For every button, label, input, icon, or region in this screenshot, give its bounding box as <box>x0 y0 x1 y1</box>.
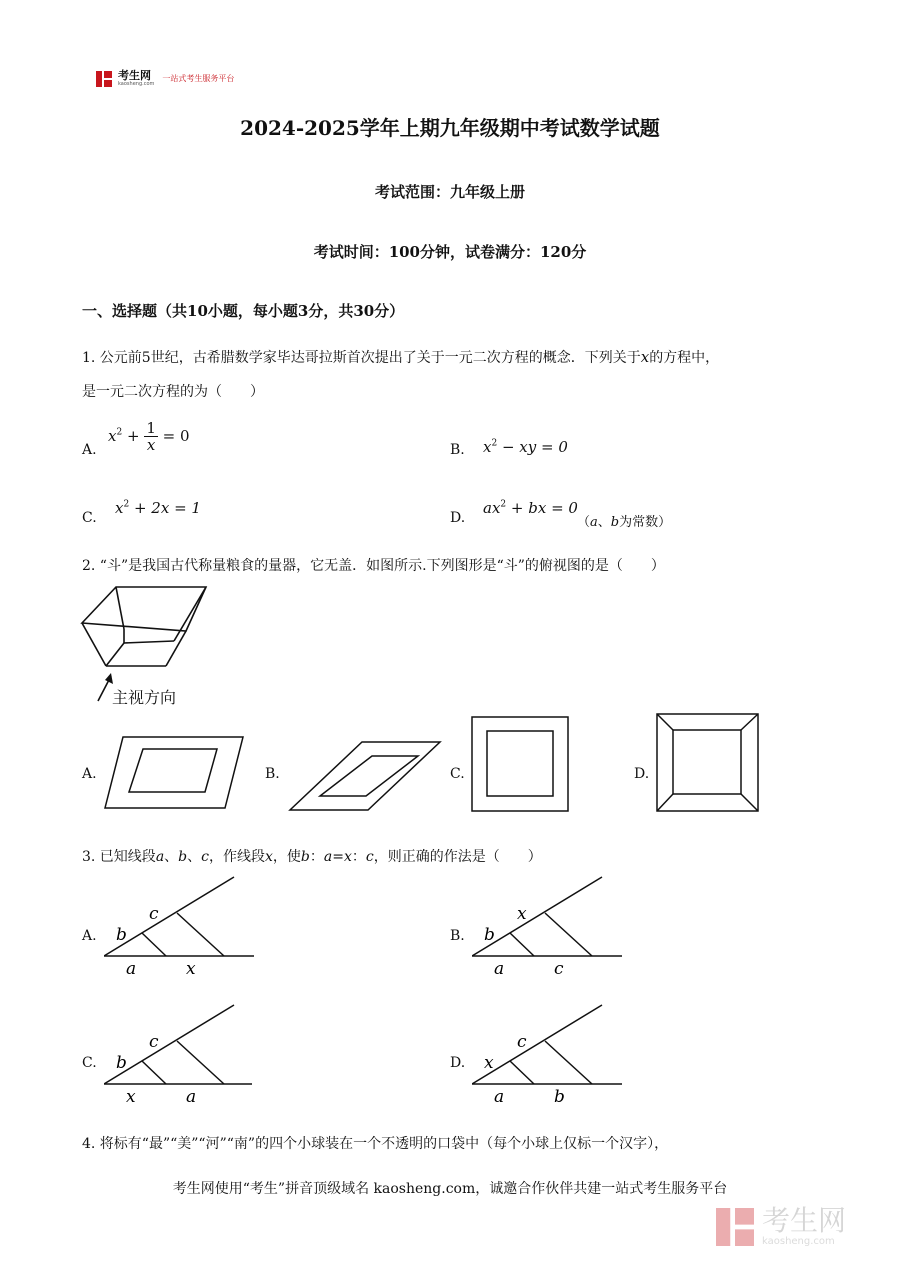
q1-d-note-close: 为常数） <box>619 515 672 530</box>
q1-option-b-label: B. <box>450 442 465 458</box>
logo-slogan: 一站式考生服务平台 <box>162 74 235 83</box>
q1-option-d-label: D. <box>450 510 466 526</box>
q1-d-a: ax <box>483 499 501 517</box>
q3-c-top2: c <box>149 1032 159 1052</box>
q3-part: 、 <box>187 849 202 865</box>
q1-d-sup: 2 <box>500 499 507 510</box>
q3-b-top2: x <box>517 904 527 924</box>
question-3-stem <box>82 846 542 868</box>
q3-a-top2: c <box>149 904 159 924</box>
q1-b-sup: 2 <box>491 438 498 449</box>
q3-var-b: b <box>300 849 310 865</box>
q2-option-d-figure <box>656 713 759 812</box>
q3-var-c: c <box>201 849 209 865</box>
q1-option-d-expr <box>483 498 578 517</box>
q1-option-a-expr <box>108 420 190 453</box>
q1-text: 1. 公元前5世纪，古希腊数学家毕达哥拉斯首次提出了关于一元二次方程的概念．下列关于 <box>82 350 641 366</box>
q3-part: ： <box>351 849 366 865</box>
q3-part: 、 <box>164 849 179 865</box>
q3-part: ，作线段 <box>208 849 265 865</box>
q3-part: 3. 已知线段 <box>82 849 156 865</box>
q3-var-x: x <box>264 849 273 865</box>
q3-var-c: c <box>365 849 374 865</box>
q3-part: ，则正确的作法是（ ） <box>373 849 542 865</box>
q3-var-b: b <box>178 849 188 865</box>
q1-option-c-expr <box>115 498 201 517</box>
q1-text-end: 的方程中， <box>649 350 720 366</box>
q3-c-bot2: a <box>186 1087 197 1107</box>
watermark-name: 考生网 <box>762 1204 847 1237</box>
q3-var-a: a <box>323 849 333 865</box>
q1-d-note-b: b <box>610 515 620 530</box>
q2-option-c-figure <box>471 716 569 812</box>
q1-option-c-label: C. <box>82 510 97 526</box>
q3-option-d-label: D. <box>450 1055 466 1071</box>
watermark-logo-icon <box>716 1207 754 1247</box>
q1-c-a: x <box>115 499 124 517</box>
q3-option-c-figure <box>104 1002 256 1108</box>
q3-option-b-figure <box>472 874 624 980</box>
q1-b-a: x <box>483 438 492 456</box>
q1-c-b: + 2x = 1 <box>129 499 201 517</box>
q1-option-d-note <box>577 511 671 530</box>
q1-option-b-expr <box>483 437 568 456</box>
q3-b-bot2: c <box>554 959 564 979</box>
watermark <box>716 1206 846 1247</box>
q3-d-bot2: b <box>554 1087 565 1107</box>
q3-a-bot2: x <box>186 959 196 979</box>
q3-d-top1: x <box>484 1053 494 1073</box>
q1-option-a-label: A. <box>82 442 97 458</box>
q3-d-bot1: a <box>494 1087 505 1107</box>
q3-part: ，使 <box>272 849 301 865</box>
question-1-stem <box>82 346 822 369</box>
q3-option-d-figure <box>472 1002 624 1108</box>
q1-a-fraction <box>144 420 158 453</box>
q1-d-note-open: （ <box>577 515 591 530</box>
q1-a-plus: + <box>122 427 145 445</box>
q3-d-top2: c <box>517 1032 527 1052</box>
q2-option-d-label: D. <box>634 766 650 782</box>
exam-time-info: 考试时间：100分钟，试卷满分：120分 <box>313 243 587 261</box>
q1-a-num: 1 <box>146 419 156 437</box>
page-footer: 考生网使用“考生”拼音顶级域名 kaosheng.com，诚邀合作伙伴共建一站式考生服务平台 <box>172 1181 728 1197</box>
q3-part: ： <box>309 849 324 865</box>
q1-a-sup: 2 <box>116 427 123 438</box>
exam-scope: 考试范围：九年级上册 <box>374 183 525 201</box>
q1-b-b: − xy = 0 <box>497 438 568 456</box>
q1-a-lhs: x <box>108 427 117 445</box>
q1-text-line2: 是一元二次方程的为（ ） <box>82 384 264 400</box>
q3-var-x: x <box>343 849 352 865</box>
logo-name: 考生网 <box>118 69 151 82</box>
q3-option-a-label: A. <box>82 928 97 944</box>
q1-c-sup: 2 <box>123 499 130 510</box>
q3-b-bot1: a <box>494 959 505 979</box>
q3-c-bot1: x <box>126 1087 136 1107</box>
q1-d-note-sep: 、 <box>597 515 611 530</box>
q1-a-eq: = 0 <box>157 427 190 445</box>
q3-a-top1: b <box>116 925 127 945</box>
q1-var: x <box>640 348 650 366</box>
q3-option-a-figure <box>104 874 256 980</box>
q3-a-bot1: a <box>126 959 137 979</box>
question-4-stem: 4. 将标有“最”“美”“河”“南”的四个小球装在一个不透明的口袋中（每个小球上仅标一个汉字）， <box>82 1136 669 1152</box>
q3-part: = <box>332 849 344 865</box>
view-direction-label: 主视方向 <box>112 688 177 707</box>
q2-option-a-figure <box>103 734 245 812</box>
exam-title: 2024-2025学年上期九年级期中考试数学试题 <box>240 116 660 140</box>
q1-d-note-a: a <box>590 515 598 530</box>
section-heading: 一、选择题（共10小题，每小题3分，共30分） <box>82 302 405 320</box>
q1-a-den: x <box>146 436 156 454</box>
q1-d-b: + bx = 0 <box>506 499 578 517</box>
q2-option-b-label: B. <box>265 766 280 782</box>
watermark-domain: kaosheng.com <box>762 1236 835 1247</box>
q3-var-a: a <box>155 849 165 865</box>
logo-domain: kaosheng.com <box>118 81 155 87</box>
q2-option-a-label: A. <box>82 766 97 782</box>
q3-option-c-label: C. <box>82 1055 97 1071</box>
q2-option-c-label: C. <box>450 766 465 782</box>
q3-b-top1: b <box>484 925 495 945</box>
q3-c-top1: b <box>116 1053 127 1073</box>
q2-option-b-figure <box>288 740 443 812</box>
q3-option-b-label: B. <box>450 928 465 944</box>
header-logo <box>96 70 234 87</box>
question-2-stem: 2. “斗”是我国古代称量粮食的量器，它无盖．如图所示.下列图形是“斗”的俯视图的是（ ） <box>82 558 665 574</box>
kaosheng-logo-icon <box>96 71 112 87</box>
